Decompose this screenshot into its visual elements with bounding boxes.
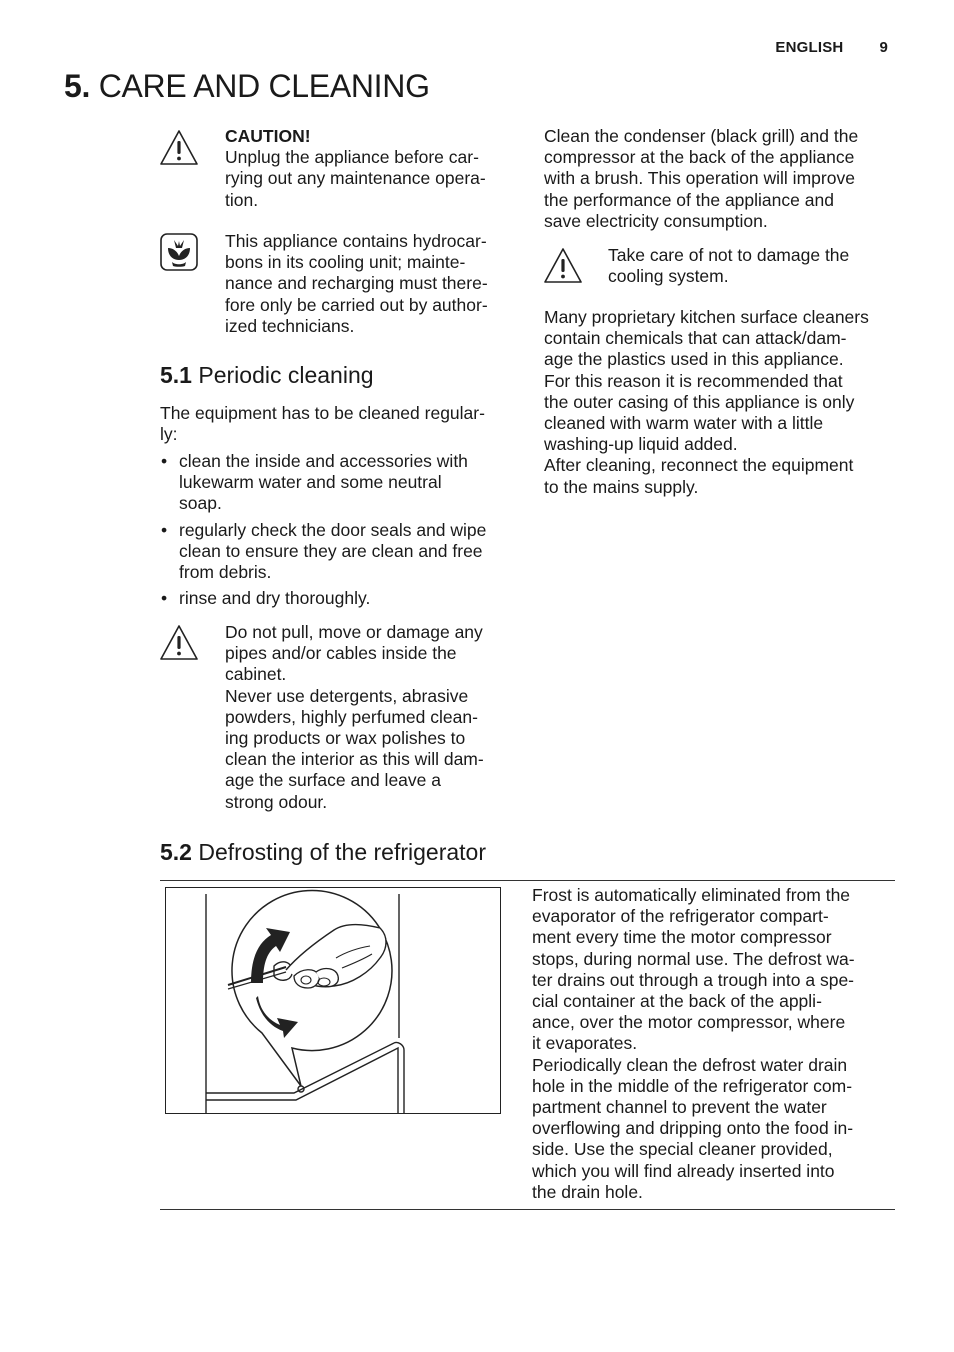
defrost-line: Periodically clean the defrost water drain (532, 1054, 848, 1075)
defrost-line: Frost is automatically eliminated from the (532, 885, 851, 905)
warning-line: pipes and/or cables inside the (225, 643, 457, 664)
section-number: 5.2 (160, 839, 192, 865)
hydrocarbon-line: ized technicians. (225, 315, 355, 336)
list-item (160, 588, 530, 609)
defrost-drain-illustration (166, 888, 500, 1113)
cleaning-bullet-list (160, 451, 530, 614)
warning-line: Never use detergents, abrasive (225, 685, 469, 706)
cleaners-line: the outer casing of this appliance is only (544, 391, 855, 412)
warning-triangle-icon (159, 128, 199, 168)
cleaners-line: age the plastics used in this appliance. (544, 349, 844, 370)
bullet-line: clean to ensure they are clean and free (179, 540, 483, 561)
page-number: 9 (879, 39, 888, 56)
chapter-number: 5. (64, 68, 91, 104)
condenser-line: with a brush. This operation will improve (544, 168, 855, 189)
cleaners-line: Many proprietary kitchen surface cleaners (544, 307, 869, 327)
caution-line: tion. (225, 189, 259, 210)
section-title: Defrosting of the refrigerator (198, 839, 487, 865)
bullet-line: soap. (179, 493, 222, 514)
caution-line: cooling system. (608, 266, 729, 287)
defrost-line: which you will find already inserted into (532, 1160, 835, 1181)
defrost-line: the drain hole. (532, 1181, 643, 1202)
cabinet-warning (225, 622, 484, 813)
defrost-line: evaporator of the refrigerator compart- (532, 906, 829, 927)
warning-line: ing products or wax polishes to (225, 728, 466, 749)
periodic-cleaning-intro (160, 403, 485, 445)
warning-line: age the surface and leave a (225, 770, 441, 791)
bullet-line: • clean the inside and accessories with (179, 451, 468, 471)
cleaners-line: For this reason it is recommended that (544, 370, 843, 391)
environment-leaf-icon (159, 232, 199, 272)
warning-line: strong odour. (225, 791, 328, 812)
hydrocarbon-note (225, 231, 488, 337)
cleaners-line: After cleaning, reconnect the equipment (544, 455, 854, 476)
defrost-line: cial container at the back of the appli- (532, 991, 822, 1012)
hydrocarbon-line: nance and recharging must there- (225, 273, 488, 294)
cooling-system-caution (608, 245, 849, 287)
defrost-line: ance, over the motor compressor, where (532, 1012, 846, 1033)
section-5-2-heading (160, 839, 486, 866)
list-item (160, 451, 530, 515)
caution-heading: CAUTION! (225, 126, 311, 146)
hydrocarbon-line: bons in its cooling unit; mainte- (225, 252, 466, 273)
chapter-title (64, 68, 430, 105)
caution-line: Unplug the appliance before car- (225, 147, 479, 168)
defrost-line: overflowing and dripping onto the food in- (532, 1118, 854, 1139)
condenser-line: Clean the condenser (black grill) and the (544, 126, 859, 146)
cleaners-paragraph (544, 307, 869, 498)
section-title: Periodic cleaning (198, 362, 374, 388)
defrost-line: ter drains out through a trough into a spe- (532, 969, 855, 990)
warning-line: Do not pull, move or damage any (225, 622, 483, 642)
defrost-paragraph (532, 885, 855, 1203)
cleaners-line: to the mains supply. (544, 476, 699, 497)
table-top-rule (160, 880, 895, 881)
condenser-line: save electricity consumption. (544, 210, 768, 231)
warning-triangle-icon (543, 246, 583, 286)
warning-line: powders, highly perfumed clean- (225, 706, 478, 727)
cleaners-line: contain chemicals that can attack/dam- (544, 328, 847, 349)
cleaners-line: cleaned with warm water with a little (544, 413, 824, 434)
header-language: ENGLISH (775, 39, 844, 56)
bullet-line: from debris. (179, 562, 272, 583)
section-5-1-heading (160, 362, 374, 389)
table-bottom-rule (160, 1209, 895, 1210)
hydrocarbon-line: fore only be carried out by author- (225, 294, 488, 315)
page-header (775, 39, 888, 56)
condenser-paragraph (544, 126, 858, 232)
defrost-line: stops, during normal use. The defrost wa- (532, 948, 855, 969)
defrost-figure (165, 887, 501, 1114)
warning-line: clean the interior as this will dam- (225, 749, 484, 770)
intro-line: The equipment has to be cleaned regular- (160, 403, 485, 423)
bullet-line: • regularly check the door seals and wipe (179, 519, 487, 540)
defrost-line: it evaporates. (532, 1033, 638, 1054)
defrost-line: ment every time the motor compressor (532, 927, 832, 948)
list-item (160, 520, 530, 584)
condenser-line: compressor at the back of the appliance (544, 147, 855, 168)
bullet-line: lukewarm water and some neutral (179, 472, 442, 493)
warning-triangle-icon (159, 623, 199, 663)
cleaners-line: washing-up liquid added. (544, 434, 738, 455)
caution-line: rying out any maintenance opera- (225, 168, 486, 189)
condenser-line: the performance of the appliance and (544, 189, 834, 210)
bullet-line: • rinse and dry thoroughly. (179, 588, 371, 609)
intro-line: ly: (160, 424, 178, 445)
chapter-title-text: CARE AND CLEANING (98, 68, 430, 104)
defrost-line: hole in the middle of the refrigerator com- (532, 1075, 853, 1096)
warning-line: cabinet. (225, 664, 287, 685)
defrost-line: side. Use the special cleaner provided, (532, 1139, 833, 1160)
defrost-line: partment channel to prevent the water (532, 1097, 827, 1118)
section-number: 5.1 (160, 362, 192, 388)
hydrocarbon-line: This appliance contains hydrocar- (225, 231, 487, 251)
caution-line: Take care of not to damage the (608, 245, 850, 265)
caution-block (225, 126, 525, 211)
